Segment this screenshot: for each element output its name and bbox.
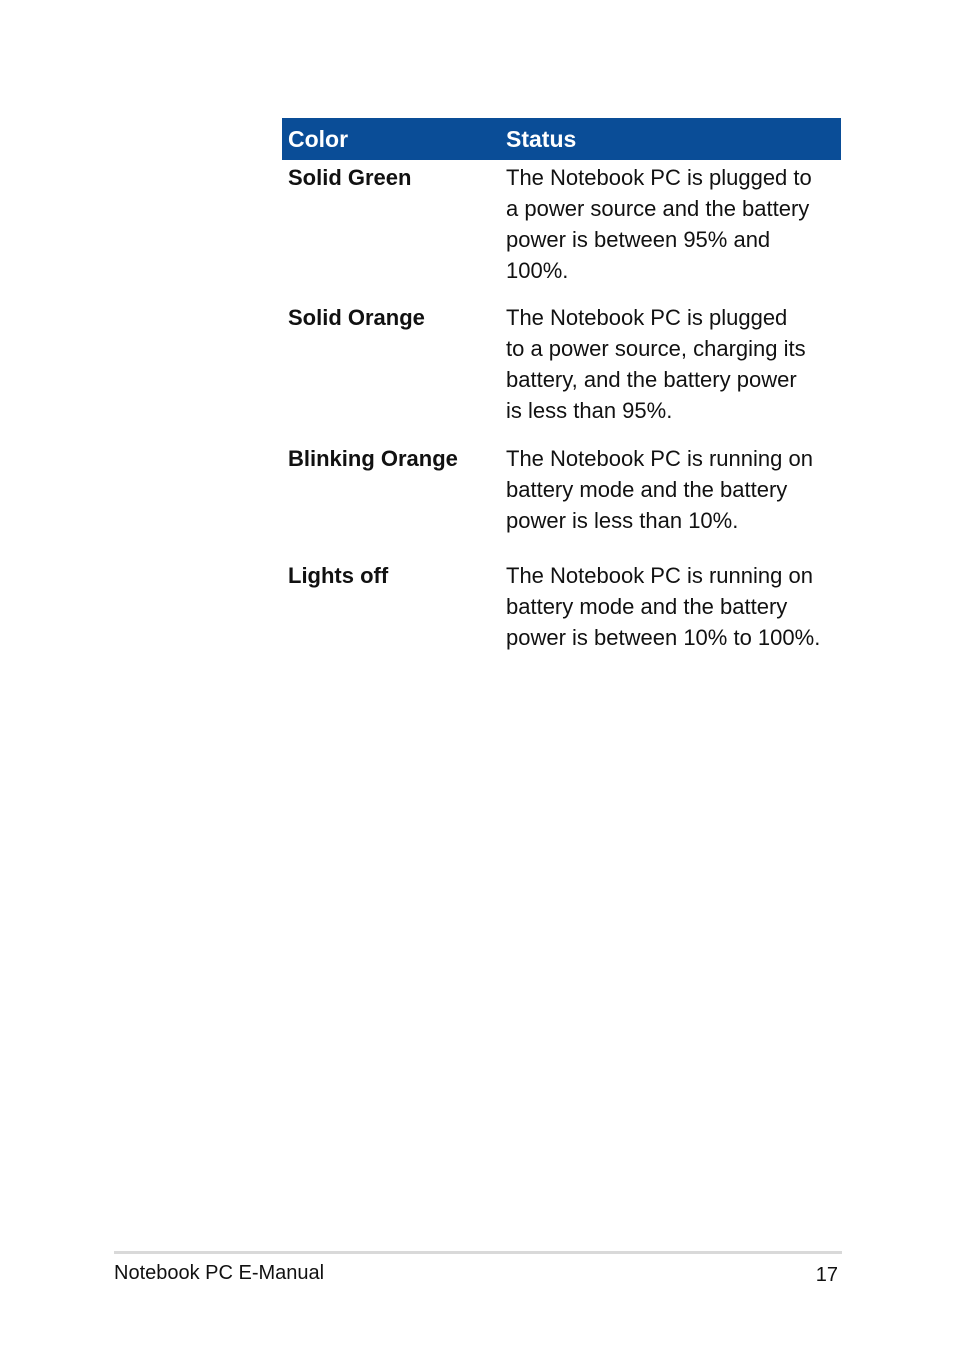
row-status-text: The Notebook PC is plugged to a power source, charging its battery, and the battery power is less than 95%. [506, 305, 806, 423]
row-color-label: Solid Green [288, 165, 412, 190]
table-header-row [282, 118, 841, 160]
footer-divider [114, 1251, 842, 1254]
row-status-text: The Notebook PC is running on battery mode and the battery power is less than 10%. [506, 446, 813, 533]
footer-manual-title: Notebook PC E-Manual [114, 1262, 325, 1284]
header-color: Color [288, 125, 349, 152]
table-row-solid-green [282, 162, 841, 286]
table-row-lights-off [282, 560, 841, 653]
table-row-solid-orange [282, 302, 841, 426]
footer-page-number: 17 [815, 1264, 838, 1286]
row-color-label: Lights off [288, 563, 389, 588]
row-status-text: The Notebook PC is running on battery mode and the battery power is between 10% to 100%. [506, 563, 821, 650]
row-color-label: Blinking Orange [288, 446, 458, 471]
indicator-status-table [282, 118, 841, 650]
row-status-text: The Notebook PC is plugged to a power source and the battery power is between 95% and 100%. [506, 165, 812, 283]
row-color-label: Solid Orange [288, 305, 425, 330]
header-status: Status [506, 125, 577, 152]
table-row-blinking-orange [282, 443, 841, 536]
